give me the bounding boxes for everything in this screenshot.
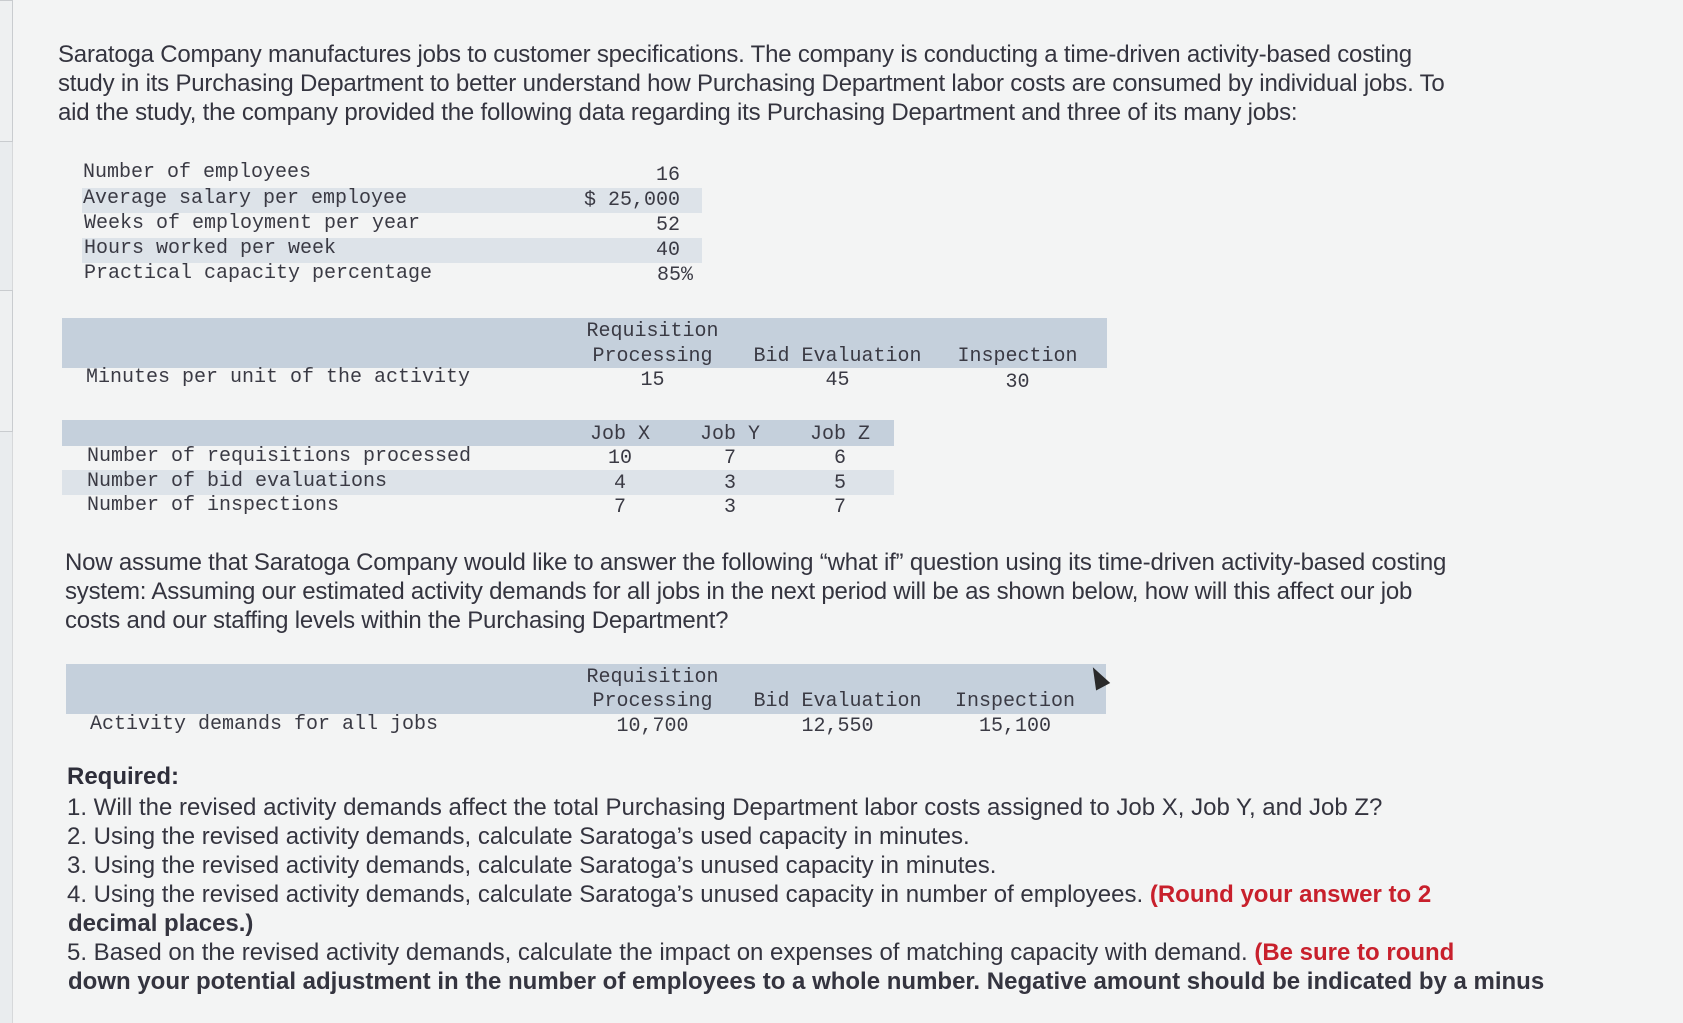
what-if-paragraph	[65, 548, 1446, 635]
what-if-line: costs and our staffing levels within the Purchasing Department?	[65, 607, 729, 634]
row-label: Weeks of employment per year	[84, 212, 421, 235]
header-job-x: Job X	[589, 423, 650, 446]
row-label: Minutes per unit of the activity	[86, 366, 471, 389]
required-item-4-text: 4. Using the revised activity demands, calculate Saratoga’s unused capacity in number of employees.	[67, 881, 1144, 908]
intro-paragraph	[58, 40, 1445, 127]
required-item-5	[67, 938, 1454, 967]
cell: 7	[613, 496, 626, 519]
row-label: Number of requisitions processed	[87, 445, 472, 468]
row-value: $ 25,000	[583, 189, 680, 212]
value-bid: 45	[825, 369, 850, 392]
cell: 5	[833, 472, 846, 495]
row-label: Number of bid evaluations	[87, 470, 388, 493]
header-inspection: Inspection	[957, 345, 1078, 368]
row-value: 85%	[656, 264, 693, 287]
header-req-line1: Requisition	[586, 666, 719, 689]
row-label: Number of inspections	[87, 494, 340, 517]
intro-line: aid the study, the company provided the following data regarding its Purchasing Department and three of its many jobs:	[58, 99, 1298, 126]
cell: 4	[613, 472, 626, 495]
row-label: Practical capacity percentage	[84, 262, 433, 285]
required-item-5-text: 5. Based on the revised activity demands, calculate the impact on expenses of matching capacity with demand.	[67, 939, 1248, 966]
value-inspection: 15,100	[978, 715, 1051, 738]
required-item-2: 2. Using the revised activity demands, calculate Saratoga’s used capacity in minutes.	[67, 823, 970, 850]
header-job-z: Job Z	[809, 423, 870, 446]
required-item-1: 1. Will the revised activity demands affect the total Purchasing Department labor costs assigned to Job X, Job Y, and Job Z?	[67, 794, 1383, 821]
what-if-line: Now assume that Saratoga Company would like to answer the following “what if” question using its time-driven activity-based costing	[65, 549, 1447, 576]
header-req-line2: Processing	[592, 690, 713, 713]
required-item-4-note-cont: decimal places.)	[68, 910, 254, 937]
value-req: 15	[640, 369, 665, 392]
header-req-line1: Requisition	[586, 320, 719, 343]
row-label: Activity demands for all jobs	[90, 713, 439, 736]
value-bid: 12,550	[801, 715, 874, 738]
row-label: Number of employees	[83, 161, 312, 184]
cell: 10	[607, 447, 632, 470]
side-tab	[0, 290, 13, 432]
row-value: 40	[655, 239, 680, 262]
cell: 7	[833, 496, 846, 519]
required-item-4-note: (Round your answer to 2	[1149, 881, 1432, 908]
value-inspection: 30	[1005, 371, 1030, 394]
required-title: Required:	[67, 763, 180, 790]
header-bid: Bid Evaluation	[753, 690, 922, 713]
required-item-5-note-cont: down your potential adjustment in the number of employees to a whole number. Negative amount should be indicated by a minus	[68, 968, 1545, 995]
what-if-line: system: Assuming our estimated activity demands for all jobs in the next period will be as shown below, how will this affect our job	[65, 578, 1413, 605]
required-item-3: 3. Using the revised activity demands, calculate Saratoga’s unused capacity in minutes.	[67, 852, 997, 879]
required-item-5-note: (Be sure to round	[1254, 939, 1455, 966]
row-label: Hours worked per week	[84, 237, 337, 260]
intro-line: study in its Purchasing Department to better understand how Purchasing Department labor costs are consumed by individual jobs. To	[58, 70, 1445, 97]
value-req: 10,700	[616, 715, 689, 738]
cell: 3	[723, 472, 736, 495]
side-tab-top	[0, 0, 13, 142]
intro-line: Saratoga Company manufactures jobs to customer specifications. The company is conducting a time-driven activity-based costing	[58, 41, 1412, 68]
row-value: 52	[655, 214, 680, 237]
required-item-4	[67, 880, 1431, 909]
cell: 3	[723, 496, 736, 519]
header-req-line2: Processing	[592, 345, 713, 368]
cell: 7	[723, 447, 736, 470]
row-label: Average salary per employee	[83, 187, 408, 210]
row-value: 16	[655, 164, 680, 187]
header-job-y: Job Y	[699, 423, 760, 446]
header-bid: Bid Evaluation	[753, 345, 922, 368]
cell: 6	[833, 447, 846, 470]
header-inspection: Inspection	[954, 690, 1076, 713]
